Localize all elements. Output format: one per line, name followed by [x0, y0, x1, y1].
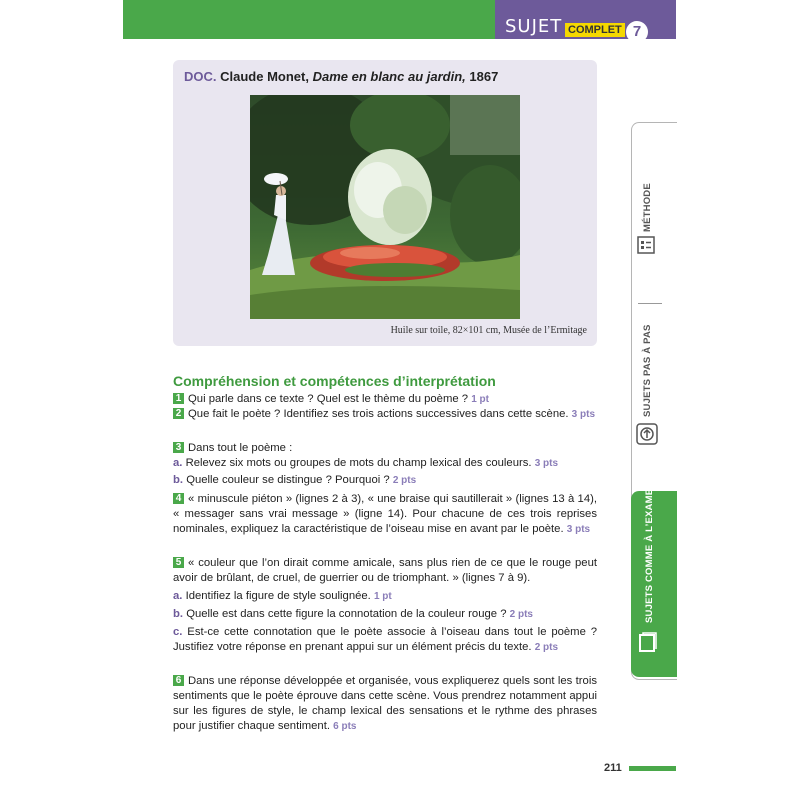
- header-complet-tag: COMPLET: [565, 23, 625, 37]
- document-title: [184, 69, 498, 84]
- points-badge: 1 pt: [471, 394, 489, 405]
- question-number: 4: [173, 493, 184, 504]
- points-badge: 2 pts: [534, 642, 559, 653]
- points-badge: 3 pts: [534, 458, 559, 469]
- side-tab-pas-a-pas[interactable]: SUJETS PAS À PAS: [642, 324, 653, 417]
- question-number: 6: [173, 675, 184, 686]
- points-badge: 6 pts: [333, 721, 357, 732]
- question-text: Identifiez la figure de style soulignée.: [185, 590, 371, 602]
- document-icon[interactable]: [637, 632, 659, 654]
- question-text: « minuscule piéton » (lignes 2 à 3), « une braise qui sautillerait » (lignes 13 à 14), « messager sans vrai message » (ligne 14). Pour chacune de ces trois reprises nominales, expliquez la caractéristique de l’oiseau mise en avant par le poète.: [173, 493, 597, 535]
- question-text: « couleur que l’on dirait comme amicale, sans plus rien de ce que le rouge peut avoir de brûlant, de cruel, de guerrier ou de triomphant. » (lignes 7 à 9).: [173, 557, 597, 584]
- question-text: Dans tout le poème :: [188, 442, 293, 454]
- question-text: Qui parle dans ce texte ? Quel est le thème du poème ?: [188, 393, 469, 405]
- question-3b: [173, 473, 597, 488]
- header-sujet-label: SUJET: [505, 16, 563, 37]
- points-badge: 2 pts: [392, 475, 417, 486]
- question-5a: [173, 589, 597, 604]
- points-badge: 2 pts: [509, 609, 533, 620]
- points-badge: 3 pts: [571, 409, 596, 420]
- points-badge: 1 pt: [373, 591, 392, 602]
- question-2: [173, 407, 597, 422]
- section-title: Compréhension et compétences d’interprétation: [173, 373, 496, 389]
- painting-caption: Huile sur toile, 82×101 cm, Musée de l’Ermitage: [390, 325, 587, 336]
- question-number: 3: [173, 442, 184, 453]
- question-letter: a.: [173, 457, 183, 469]
- question-3a: [173, 456, 597, 471]
- doc-author: Claude Monet,: [220, 69, 309, 84]
- question-text: Que fait le poète ? Identifiez ses trois actions successives dans cette scène.: [188, 408, 569, 420]
- side-tab-methode[interactable]: MÉTHODE: [642, 183, 653, 232]
- doc-label: DOC.: [184, 69, 217, 84]
- question-4: [173, 492, 597, 537]
- page-number: 211: [604, 762, 622, 774]
- question-3: [173, 441, 597, 456]
- side-divider: [638, 303, 662, 304]
- header-green-band: [123, 0, 495, 39]
- document-box: [173, 60, 597, 346]
- question-letter: c.: [173, 626, 183, 638]
- question-text: Quelle couleur se distingue ? Pourquoi ?: [186, 474, 390, 486]
- question-text: Relevez six mots ou groupes de mots du champ lexical des couleurs.: [185, 457, 532, 469]
- question-5b: [173, 607, 597, 622]
- question-1: [173, 392, 597, 407]
- doc-work-title: Dame en blanc au jardin,: [312, 69, 466, 84]
- points-badge: 3 pts: [566, 524, 591, 535]
- question-letter: b.: [173, 608, 184, 620]
- painting-image: [250, 95, 520, 319]
- header-subject-number: 7: [626, 21, 648, 43]
- question-5c: [173, 625, 597, 655]
- doc-year: 1867: [469, 69, 499, 84]
- question-letter: b.: [173, 474, 184, 486]
- question-text: Dans une réponse développée et organisée, vous expliquerez quels sont les trois sentiments que le poète éprouve dans cette scène. Vous prendrez notamment appui sur les figures de style, le champ lexical des sensations et le rythme des phrases pour justifier chaque sentiment.: [173, 675, 597, 732]
- question-5: [173, 556, 597, 586]
- question-text: Quelle est dans cette figure la connotation de la couleur rouge ?: [186, 608, 507, 620]
- arrow-up-circle-icon[interactable]: [636, 423, 658, 445]
- question-number: 2: [173, 408, 184, 419]
- side-tab-examen[interactable]: SUJETS COMME À L’EXAMEN: [644, 481, 655, 623]
- checklist-icon[interactable]: [636, 235, 656, 255]
- question-text: Est-ce cette connotation que le poète associe à l’oiseau dans tout le poème ? Justifiez votre réponse en prenant appui sur un élément précis du texte.: [173, 626, 597, 653]
- question-6: [173, 674, 597, 734]
- page-number-bar: [629, 766, 676, 771]
- question-number: 1: [173, 393, 184, 404]
- question-letter: a.: [173, 590, 183, 602]
- question-number: 5: [173, 557, 184, 568]
